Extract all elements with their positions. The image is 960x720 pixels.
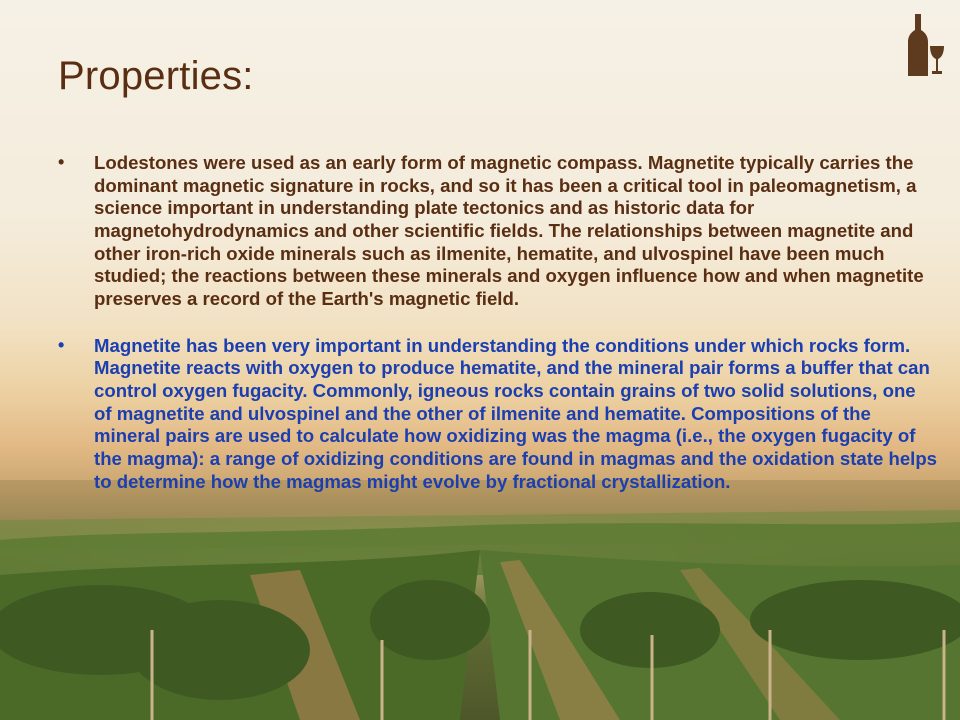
bullet-item	[58, 152, 938, 311]
wine-bottle-and-glass-icon	[906, 12, 946, 78]
slide-title: Properties:	[58, 54, 254, 98]
bullet-marker: •	[58, 152, 65, 172]
bullet-item	[58, 335, 938, 494]
bullet-list	[58, 152, 938, 517]
bullet-text-lodestones: Lodestones were used as an early form of magnetic compass. Magnetite typically carries the dominant magnetic signature in rocks, and so it has been a critical tool in paleomagnetism, a science important in understanding plate tectonics and as historic data for magnetohydrodynamics and other scientific fields. The relationships between magnetite and other iron-rich oxide minerals such as ilmenite, hematite, and ulvospinel have been much studied; the reactions between these minerals and oxygen influence how and when magnetite preserves a record of the Earth's magnetic field.	[94, 152, 924, 310]
bullet-marker: •	[58, 334, 65, 355]
bullet-text-conditions: Magnetite has been very important in understanding the conditions under which rocks form. Magnetite reacts with oxygen to produce hematite, and the mineral pair forms a buffer that can control oxygen fugacity. Commonly, igneous rocks contain grains of two solid solutions, one of magnetite and ulvospinel and the other of ilmenite and hematite. Compositions of the mineral pairs are used to calculate how oxidizing was the magma (i.e., the oxygen fugacity of the magma): a range of oxidizing conditions are found in magmas and the oxidation state helps to determine how the magmas might evolve by fractional crystallization.	[94, 334, 938, 492]
